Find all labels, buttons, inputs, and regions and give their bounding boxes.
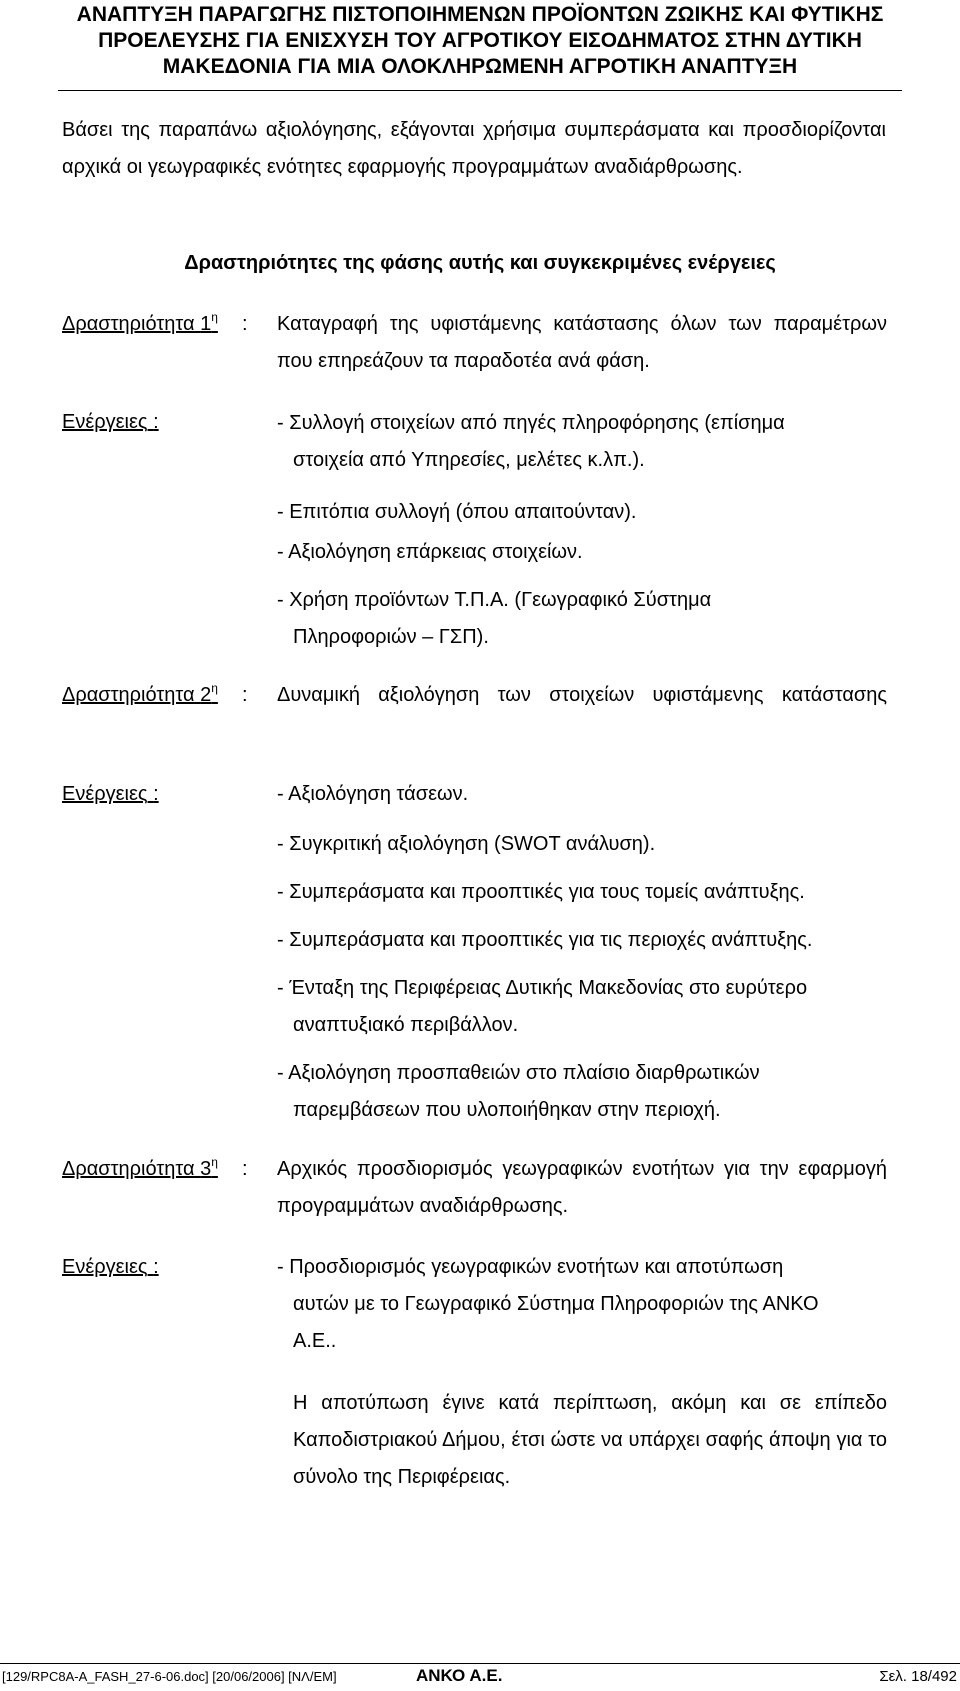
- action-2-5: [277, 970, 887, 1044]
- activity-2-colon: :: [242, 684, 248, 706]
- activity-1-label: [62, 309, 218, 339]
- activity-3-colon: :: [242, 1158, 248, 1180]
- action-continuation: Α.Ε..: [293, 1330, 337, 1352]
- activity-word: Δραστηριότητα: [62, 684, 195, 706]
- header-line-1: ΑΝΑΠΤΥΞΗ ΠΑΡΑΓΩΓΗΣ ΠΙΣΤΟΠΟΙΗΜΕΝΩΝ ΠΡΟΪΟΝΤΩΝ ΖΩΙΚΗΣ ΚΑΙ ΦΥΤΙΚΗΣ: [76, 3, 884, 26]
- action-2-3: - Συμπεράσματα και προοπτικές για τους τομείς ανάπτυξης.: [277, 881, 805, 903]
- header-divider: [58, 90, 902, 91]
- actions-label-text: Ενέργειες: [62, 783, 148, 805]
- actions-label-colon: :: [153, 783, 159, 805]
- ordinal-suffix: η: [211, 681, 218, 695]
- section-title: Δραστηριότητες της φάσης αυτής και συγκεκριμένες ενέργειες: [184, 252, 776, 274]
- action-2-4: - Συμπεράσματα και προοπτικές για τις περιοχές ανάπτυξης.: [277, 929, 813, 951]
- actions-2-label: [62, 779, 159, 809]
- activity-number: 1: [200, 313, 212, 335]
- actions-1-label: [62, 407, 159, 437]
- note-paragraph: Η αποτύπωση έγινε κατά περίπτωση, ακόμη και σε επίπεδο Καποδιστριακού Δήμου, έτσι ώστε να υπάρχει σαφής άποψη για το σύνολο της Περιφέρειας.: [293, 1392, 887, 1488]
- activity-1-colon: :: [242, 313, 248, 335]
- intro-paragraph: Βάσει της παραπάνω αξιολόγησης, εξάγονται χρήσιμα συμπεράσματα και προσδιορίζονται αρχικά οι γεωγραφικές ενότητες εφαρμογής προγραμμάτων αναδιάρθρωσης.: [62, 119, 886, 178]
- ordinal-suffix: η: [211, 1155, 218, 1169]
- activity-number: 2: [200, 684, 212, 706]
- action-continuation: παρεμβάσεων που υλοποιήθηκαν στην περιοχή.: [293, 1099, 721, 1121]
- activity-word: Δραστηριότητα: [62, 1158, 195, 1180]
- activity-2-label: [62, 680, 218, 710]
- actions-label-colon: :: [153, 411, 159, 433]
- action-2-2: - Συγκριτική αξιολόγηση (SWOT ανάλυση).: [277, 833, 656, 855]
- action-continuation: αναπτυξιακό περιβάλλον.: [293, 1014, 519, 1036]
- action-line: - Χρήση προϊόντων Τ.Π.Α. (Γεωγραφικό Σύστημα: [277, 589, 712, 611]
- action-1-1: [277, 405, 887, 479]
- footer-file-reference: [129/RPC8A-A_FASH_27-6-06.doc] [20/06/2006] [ΝΛ/ΕΜ]: [2, 1669, 337, 1684]
- ordinal-suffix: η: [211, 310, 218, 324]
- action-continuation: αυτών με το Γεωγραφικό Σύστημα Πληροφοριών της ΑΝΚΟ: [293, 1293, 819, 1315]
- actions-label-text: Ενέργειες: [62, 1256, 148, 1278]
- activity-1-description: Καταγραφή της υφιστάμενης κατάστασης όλων των παραμέτρων που επηρεάζουν τα παραδοτέα ανά φάση.: [277, 313, 887, 372]
- action-1-4: [277, 582, 887, 656]
- action-line: - Συλλογή στοιχείων από πηγές πληροφόρησης (επίσημα: [277, 412, 785, 434]
- action-1-3: - Αξιολόγηση επάρκειας στοιχείων.: [277, 541, 583, 563]
- activity-3-label: [62, 1154, 218, 1184]
- footer-divider: [0, 1663, 960, 1664]
- header-line-2: ΠΡΟΕΛΕΥΣΗΣ ΓΙΑ ΕΝΙΣΧΥΣΗ ΤΟΥ ΑΓΡΟΤΙΚΟΥ ΕΙΣΟΔΗΜΑΤΟΣ ΣΤΗΝ ΔΥΤΙΚΗ: [98, 29, 862, 52]
- action-2-1: - Αξιολόγηση τάσεων.: [277, 783, 469, 805]
- activity-number: 3: [200, 1158, 212, 1180]
- action-continuation: Πληροφοριών – ΓΣΠ).: [293, 626, 489, 648]
- action-line: - Ένταξη της Περιφέρειας Δυτικής Μακεδονίας στο ευρύτερο: [277, 977, 808, 999]
- header-line-3: ΜΑΚΕΔΟΝΙΑ ΓΙΑ ΜΙΑ ΟΛΟΚΛΗΡΩΜΕΝΗ ΑΓΡΟΤΙΚΗ ΑΝΑΠΤΥΞΗ: [162, 55, 798, 78]
- activity-2-description-text: Δυναμική αξιολόγηση των στοιχείων υφιστάμενης κατάστασης: [277, 684, 887, 706]
- footer-company: ΑΝΚΟ Α.Ε.: [416, 1666, 503, 1685]
- action-3-1: [277, 1249, 887, 1360]
- action-line: - Προσδιορισμός γεωγραφικών ενοτήτων και αποτύπωση: [277, 1256, 784, 1278]
- activity-2-description: [277, 677, 887, 714]
- actions-3-label: [62, 1252, 159, 1282]
- actions-label-colon: :: [153, 1256, 159, 1278]
- activity-word: Δραστηριότητα: [62, 313, 195, 335]
- action-2-6: [277, 1055, 887, 1129]
- action-1-2: - Επιτόπια συλλογή (όπου απαιτούνταν).: [277, 501, 637, 523]
- activity-3-description: Αρχικός προσδιορισμός γεωγραφικών ενοτήτων για την εφαρμογή προγραμμάτων αναδιάρθρωσης.: [277, 1158, 887, 1217]
- footer-page-number: Σελ. 18/492: [879, 1668, 957, 1685]
- document-header: [0, 2, 960, 80]
- actions-label-text: Ενέργειες: [62, 411, 148, 433]
- action-continuation: στοιχεία από Υπηρεσίες, μελέτες κ.λπ.).: [293, 449, 645, 471]
- action-line: - Αξιολόγηση προσπαθειών στο πλαίσιο διαρθρωτικών: [277, 1062, 760, 1084]
